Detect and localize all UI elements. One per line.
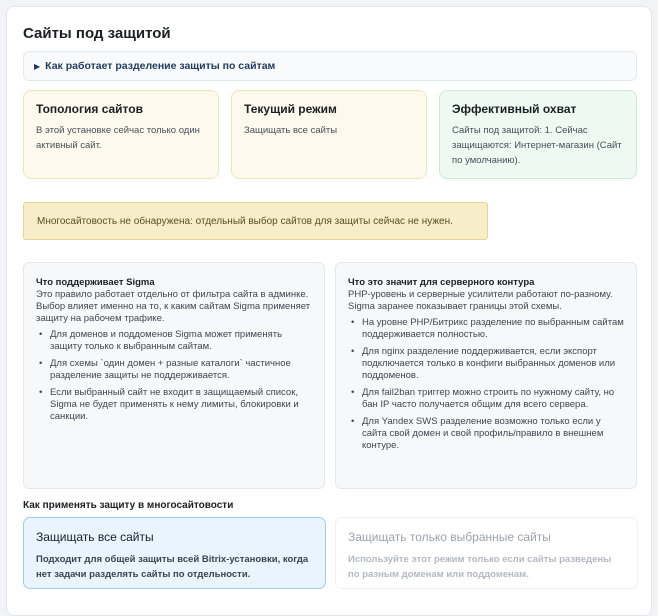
list-item: • Для Yandex SWS разделение возможно только если у сайта свой домен и свой профиль/правило в внешнем контуре. <box>348 416 624 452</box>
card-title: Топология сайтов <box>36 102 143 116</box>
accordion-label: Как работает разделение защиты по сайтам <box>45 60 276 72</box>
list-item: • На уровне PHP/Битрикс разделение по выбранным сайтам поддерживается полностью. <box>348 317 624 341</box>
info-list <box>348 317 624 452</box>
how-it-works-accordion[interactable] <box>23 51 637 81</box>
mode-description: Используйте этот режим только если сайты разведены по разным доменам или поддоменам. <box>348 554 612 580</box>
info-intro: Это правило работает отдельно от фильтра сайта в админке. Выбор влияет именно на то, к каким сайтам Sigma применяет защиту на рабочем трафике. <box>36 289 311 324</box>
multisite-protection-panel <box>6 6 652 616</box>
list-item: • Для fail2ban триггер можно строить по нужному сайту, но бан IP часто получается общим для всего сервера. <box>348 387 624 411</box>
list-item: • Для доменов и поддоменов Sigma может применять защиту только к выбранным сайтам. <box>36 329 312 353</box>
mode-title: Защищать только выбранные сайты <box>348 530 551 544</box>
card-title: Эффективный охват <box>452 102 577 116</box>
caret-right-icon: ▶ <box>34 61 41 71</box>
mode-title: Защищать все сайты <box>36 530 154 544</box>
card-body: Сайты под защитой: 1. Сейчас защищаются: Интернет-магазин (Сайт по умолчанию). <box>452 125 622 166</box>
info-intro: PHP-уровень и серверные усилители работают по-разному. Sigma заранее показывает границы этой схемы. <box>348 289 613 312</box>
page-title: Сайты под защитой <box>23 25 171 42</box>
card-title: Текущий режим <box>244 102 337 116</box>
list-item: • Для схемы `один домен + разные каталоги` частичное разделение защиты не поддерживается. <box>36 358 312 382</box>
info-server-contour <box>335 262 637 489</box>
info-sigma-support <box>23 262 325 489</box>
list-item: • Если выбранный сайт не входит в защищаемый список, Sigma не будет применять к нему лимиты, блокировки и санкции. <box>36 387 312 423</box>
info-title: Что это значит для серверного контура <box>348 277 535 288</box>
card-body: В этой установке сейчас только один активный сайт. <box>36 125 200 151</box>
mode-option-selected-sites[interactable] <box>335 517 638 589</box>
info-title: Что поддерживает Sigma <box>36 277 155 288</box>
mode-description: Подходит для общей защиты всей Bitrix-установки, когда нет задачи разделять сайты по отдельности. <box>36 554 309 580</box>
card-site-topology <box>23 90 219 179</box>
info-list <box>36 329 312 423</box>
card-effective-coverage <box>439 90 637 179</box>
mode-option-all-sites[interactable] <box>23 517 326 589</box>
multisite-notice: Многосайтовость не обнаружена: отдельный выбор сайтов для защиты сейчас не нужен. <box>23 202 488 240</box>
mode-section-label: Как применять защиту в многосайтовости <box>23 500 234 511</box>
card-current-mode <box>231 90 427 179</box>
list-item: • Для nginx разделение поддерживается, если экспорт подключается только в конфиги выбранных доменов или поддоменов. <box>348 346 624 382</box>
card-body: Защищать все сайты <box>244 125 338 136</box>
